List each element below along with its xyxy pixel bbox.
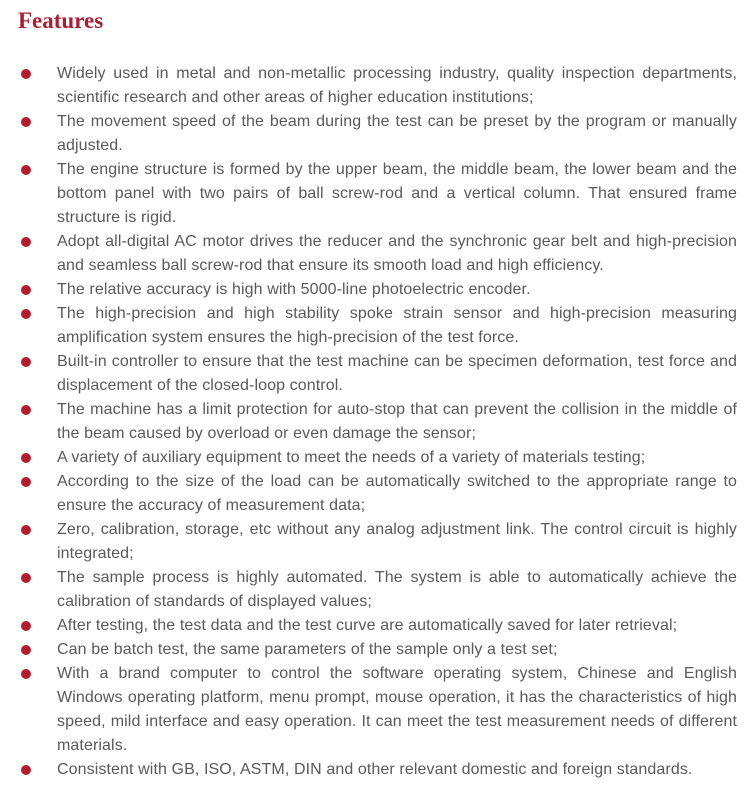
feature-text: With a brand computer to control the software operating system, Chinese and English Windows operating platform, menu prompt, mouse operation, it has the characteristics of high speed, mild interface and easy operation. It can meet the test measurement needs of different materials. (57, 665, 737, 754)
feature-item (20, 446, 737, 470)
feature-item (20, 302, 737, 350)
feature-text: According to the size of the load can be automatically switched to the appropriate range to ensure the accuracy of measurement data; (57, 473, 737, 514)
feature-item (20, 614, 737, 638)
bullet-icon (21, 165, 31, 175)
bullet-icon (21, 309, 31, 319)
feature-text: The movement speed of the beam during the test can be preset by the program or manually adjusted. (57, 113, 737, 154)
feature-item (20, 278, 737, 302)
bullet-icon (21, 405, 31, 415)
feature-text: Widely used in metal and non-metallic processing industry, quality inspection departments, scientific research and other areas of higher education institutions; (57, 65, 737, 106)
bullet-icon (21, 285, 31, 295)
bullet-icon (21, 357, 31, 367)
bullet-icon (21, 765, 31, 775)
feature-text: The sample process is highly automated. The system is able to automatically achieve the calibration of standards of displayed values; (57, 569, 737, 610)
bullet-icon (21, 573, 31, 583)
feature-item (20, 638, 737, 662)
features-list (0, 62, 750, 782)
feature-text: The machine has a limit protection for auto-stop that can prevent the collision in the middle of the beam caused by overload or even damage the sensor; (57, 401, 737, 442)
bullet-icon (21, 453, 31, 463)
feature-text: Zero, calibration, storage, etc without any analog adjustment link. The control circuit is highly integrated; (57, 521, 737, 562)
feature-item (20, 62, 737, 110)
feature-item (20, 518, 737, 566)
page-title: Features (18, 8, 104, 33)
feature-item (20, 758, 737, 782)
feature-text: The engine structure is formed by the upper beam, the middle beam, the lower beam and the bottom panel with two pairs of ball screw-rod and a vertical column. That ensured frame structure is rigid. (57, 161, 737, 226)
bullet-icon (21, 69, 31, 79)
bullet-icon (21, 117, 31, 127)
feature-text: The relative accuracy is high with 5000-line photoelectric encoder. (57, 281, 531, 298)
feature-text: Consistent with GB, ISO, ASTM, DIN and other relevant domestic and foreign standards. (57, 761, 693, 778)
feature-item (20, 470, 737, 518)
bullet-icon (21, 669, 31, 679)
feature-text: Adopt all-digital AC motor drives the reducer and the synchronic gear belt and high-precision and seamless ball screw-rod that ensure its smooth load and high efficiency. (57, 233, 737, 274)
feature-item (20, 398, 737, 446)
feature-text: Built-in controller to ensure that the test machine can be specimen deformation, test force and displacement of the closed-loop control. (57, 353, 737, 394)
feature-item (20, 158, 737, 230)
feature-text: The high-precision and high stability spoke strain sensor and high-precision measuring amplification system ensures the high-precision of the test force. (57, 305, 737, 346)
feature-text: After testing, the test data and the test curve are automatically saved for later retrieval; (57, 617, 678, 634)
feature-text: A variety of auxiliary equipment to meet the needs of a variety of materials testing; (57, 449, 646, 466)
feature-item (20, 110, 737, 158)
bullet-icon (21, 525, 31, 535)
bullet-icon (21, 621, 31, 631)
feature-text: Can be batch test, the same parameters of the sample only a test set; (57, 641, 558, 658)
feature-item (20, 566, 737, 614)
feature-item (20, 662, 737, 758)
bullet-icon (21, 477, 31, 487)
feature-item (20, 230, 737, 278)
feature-item (20, 350, 737, 398)
bullet-icon (21, 237, 31, 247)
bullet-icon (21, 645, 31, 655)
